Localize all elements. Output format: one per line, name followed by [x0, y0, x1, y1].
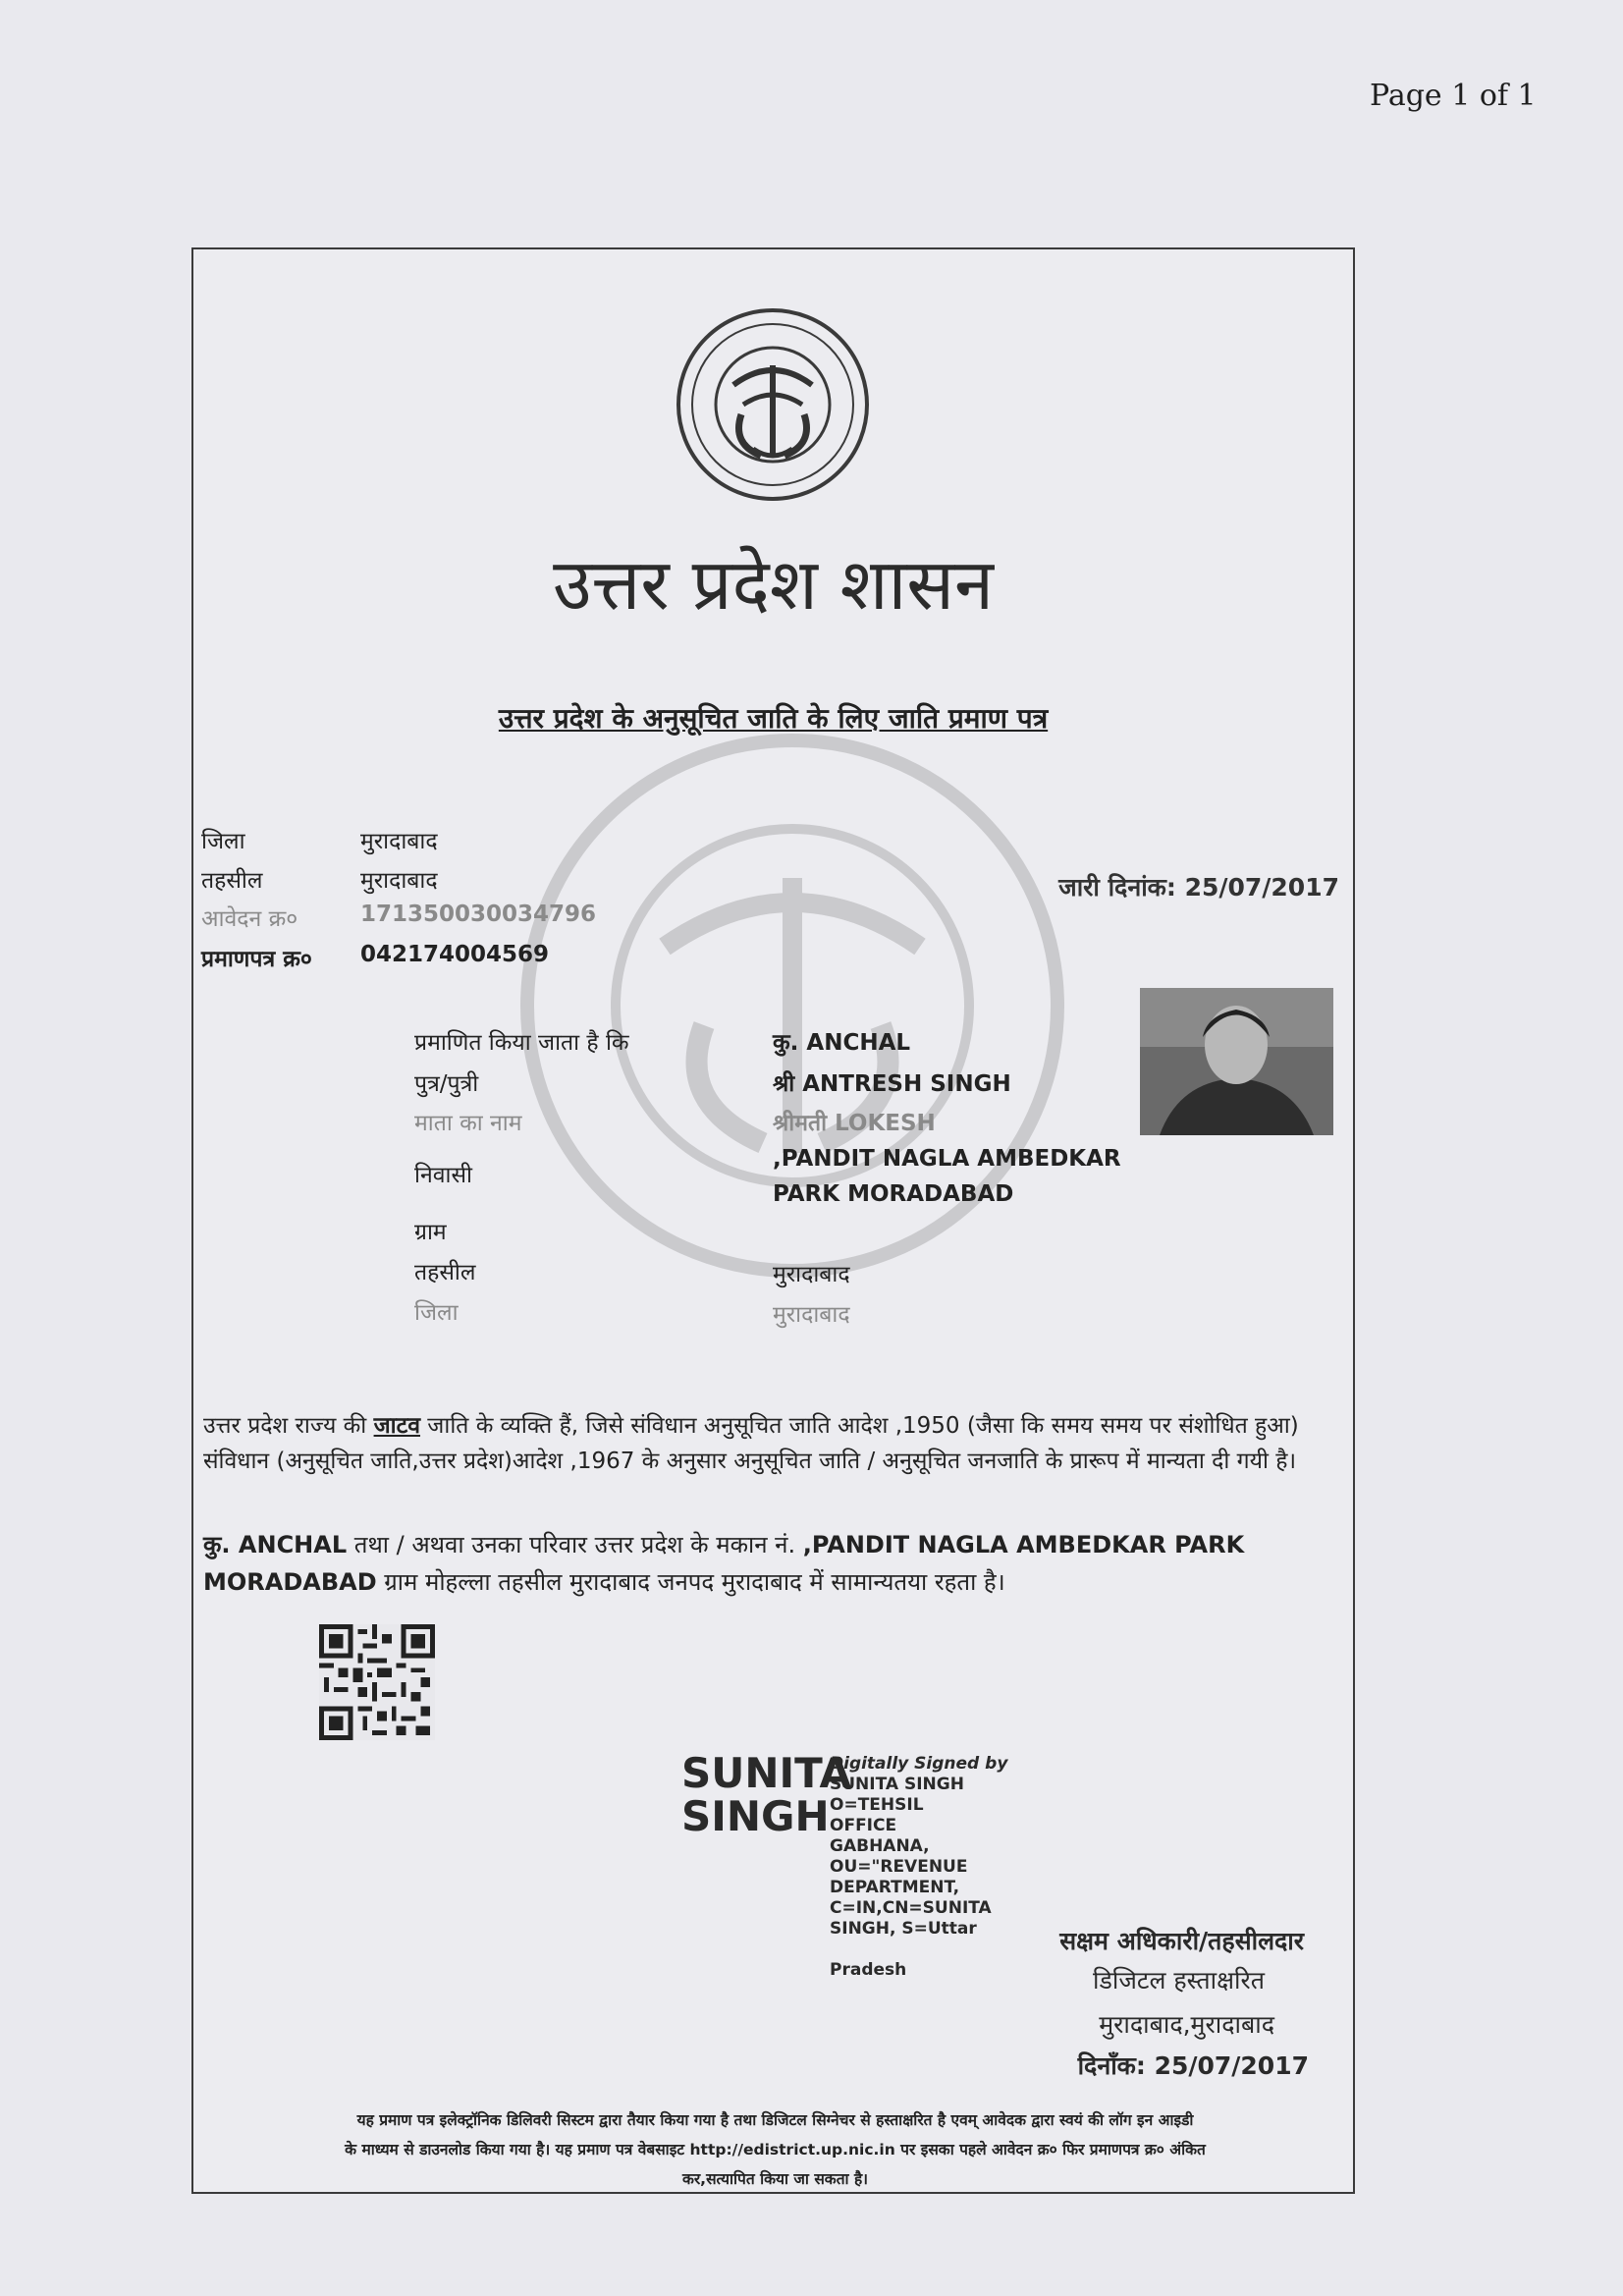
signature-detail-line: GABHANA, — [830, 1836, 930, 1856]
up-emblem-icon — [675, 306, 871, 503]
parent-label: पुत्र/पुत्री — [414, 1071, 479, 1097]
footer-line: के माध्यम से डाउनलोड किया गया है। यह प्रमाण पत्र वेबसाइट http://edistrict.up.nic.in पर इसका पहले आवेदन क्र० फिर प्रमाणपत्र क्र० अंकित — [345, 2141, 1206, 2159]
paragraph-text-a: उत्तर प्रदेश राज्य की — [203, 1413, 374, 1439]
signer-name-line2: SINGH — [681, 1792, 830, 1840]
signature-detail-line: C=IN,CN=SUNITA — [830, 1898, 992, 1918]
person-district-label: जिला — [414, 1300, 459, 1326]
caste-name: जाटव — [373, 1413, 420, 1439]
caste-paragraph — [203, 1408, 1347, 1479]
footer-note — [203, 2105, 1347, 2194]
residence-text-a: तथा / अथवा उनका परिवार उत्तर प्रदेश के मकान नं. — [347, 1531, 803, 1558]
signature-detail-line: OU="REVENUE — [830, 1857, 968, 1877]
qr-code-icon — [318, 1624, 436, 1740]
signature-detail-line: O=TEHSIL — [830, 1795, 924, 1815]
tehsil-label: तहसील — [201, 868, 263, 894]
tehsil-value: मुरादाबाद — [360, 868, 438, 894]
residence-text-b: ग्राम मोहल्ला तहसील मुरादाबाद जनपद मुरादाबाद में सामान्यतया रहता है। — [376, 1568, 1005, 1596]
paragraph-text-b: जाति के व्यक्ति हैं, जिसे संविधान अनुसूचित जाति आदेश ,1950 (जैसा कि समय समय पर संशोधित हुआ) संविधान (अनुसूचित जाति,उत्तर प्रदेश)आदेश ,1967 के अनुसार अनुसूचित जाति / अनुसूचित जनजाति के प्रारूप में मान्यता दी गयी है। — [203, 1413, 1299, 1474]
holder-name: कु. ANCHAL — [773, 1030, 911, 1056]
village-label: ग्राम — [414, 1220, 447, 1245]
residence-paragraph — [203, 1526, 1347, 1601]
person-district-value: मुरादाबाद — [773, 1302, 850, 1328]
footer-line: कर,सत्यापित किया जा सकता है। — [681, 2170, 869, 2188]
application-number: 171350030034796 — [360, 902, 597, 927]
page-number: Page 1 of 1 — [1370, 79, 1537, 113]
signature-detail-line: Pradesh — [830, 1960, 907, 1980]
signature-detail-line: SUNITA SINGH — [830, 1775, 964, 1794]
district-label: जिला — [201, 829, 245, 854]
certificate-subtitle: उत्तर प्रदेश के अनुसूचित जाति के लिए जाति प्रमाण पत्र — [498, 702, 1049, 735]
signature-detail-line — [830, 1940, 992, 1960]
certificate-label: प्रमाणपत्र क्र० — [201, 947, 312, 972]
signed-by-label: Digitally Signed by — [830, 1754, 1008, 1774]
signer-name-line1: SUNITA — [681, 1749, 852, 1797]
person-tehsil-value: मुरादाबाद — [773, 1262, 850, 1287]
authority-designation: सक्षम अधिकारी/तहसीलदार — [1059, 1927, 1304, 1955]
person-tehsil-label: तहसील — [414, 1260, 476, 1285]
certified-label: प्रमाणित किया जाता है कि — [414, 1030, 629, 1056]
digital-signature — [681, 1749, 852, 1840]
residence-holder-name: कु. ANCHAL — [203, 1531, 348, 1558]
certificate-number: 042174004569 — [360, 942, 550, 967]
signature-details — [830, 1775, 992, 1981]
address-line2: PARK MORADABAD — [773, 1181, 1014, 1207]
address-line1: ,PANDIT NAGLA AMBEDKAR — [773, 1146, 1121, 1172]
issue-date: जारी दिनांक: 25/07/2017 — [1058, 873, 1339, 902]
authority-place: मुरादाबाद,मुरादाबाद — [1099, 2010, 1274, 2039]
resident-label: निवासी — [414, 1163, 472, 1188]
signature-detail-line: DEPARTMENT, — [830, 1878, 960, 1897]
authority-date: दिनाँक: 25/07/2017 — [1077, 2051, 1309, 2080]
father-name: श्री ANTRESH SINGH — [773, 1071, 1011, 1097]
signature-detail-line: SINGH, S=Uttar — [830, 1919, 977, 1939]
certificate — [191, 247, 1355, 2194]
mother-name: श्रीमती LOKESH — [773, 1111, 936, 1136]
signature-detail-line: OFFICE — [830, 1816, 897, 1835]
footer-line: यह प्रमाण पत्र इलेक्ट्रॉनिक डिलिवरी सिस्टम द्वारा तैयार किया गया है तथा डिजिटल सिग्नेचर से हस्ताक्षरित है एवम् आवेदक द्वारा स्वयं की लॉग इन आइडी — [356, 2111, 1194, 2129]
authority-mode: डिजिटल हस्ताक्षरित — [1093, 1966, 1265, 1995]
mother-label: माता का नाम — [414, 1111, 522, 1136]
applicant-photo — [1140, 988, 1333, 1135]
district-value: मुरादाबाद — [360, 829, 438, 854]
government-title: उत्तर प्रदेश शासन — [553, 543, 994, 626]
application-label: आवेदन क्र० — [201, 906, 298, 932]
residence-address: ,PANDIT NAGLA AMBEDKAR PARK MORADABAD — [203, 1531, 1245, 1596]
